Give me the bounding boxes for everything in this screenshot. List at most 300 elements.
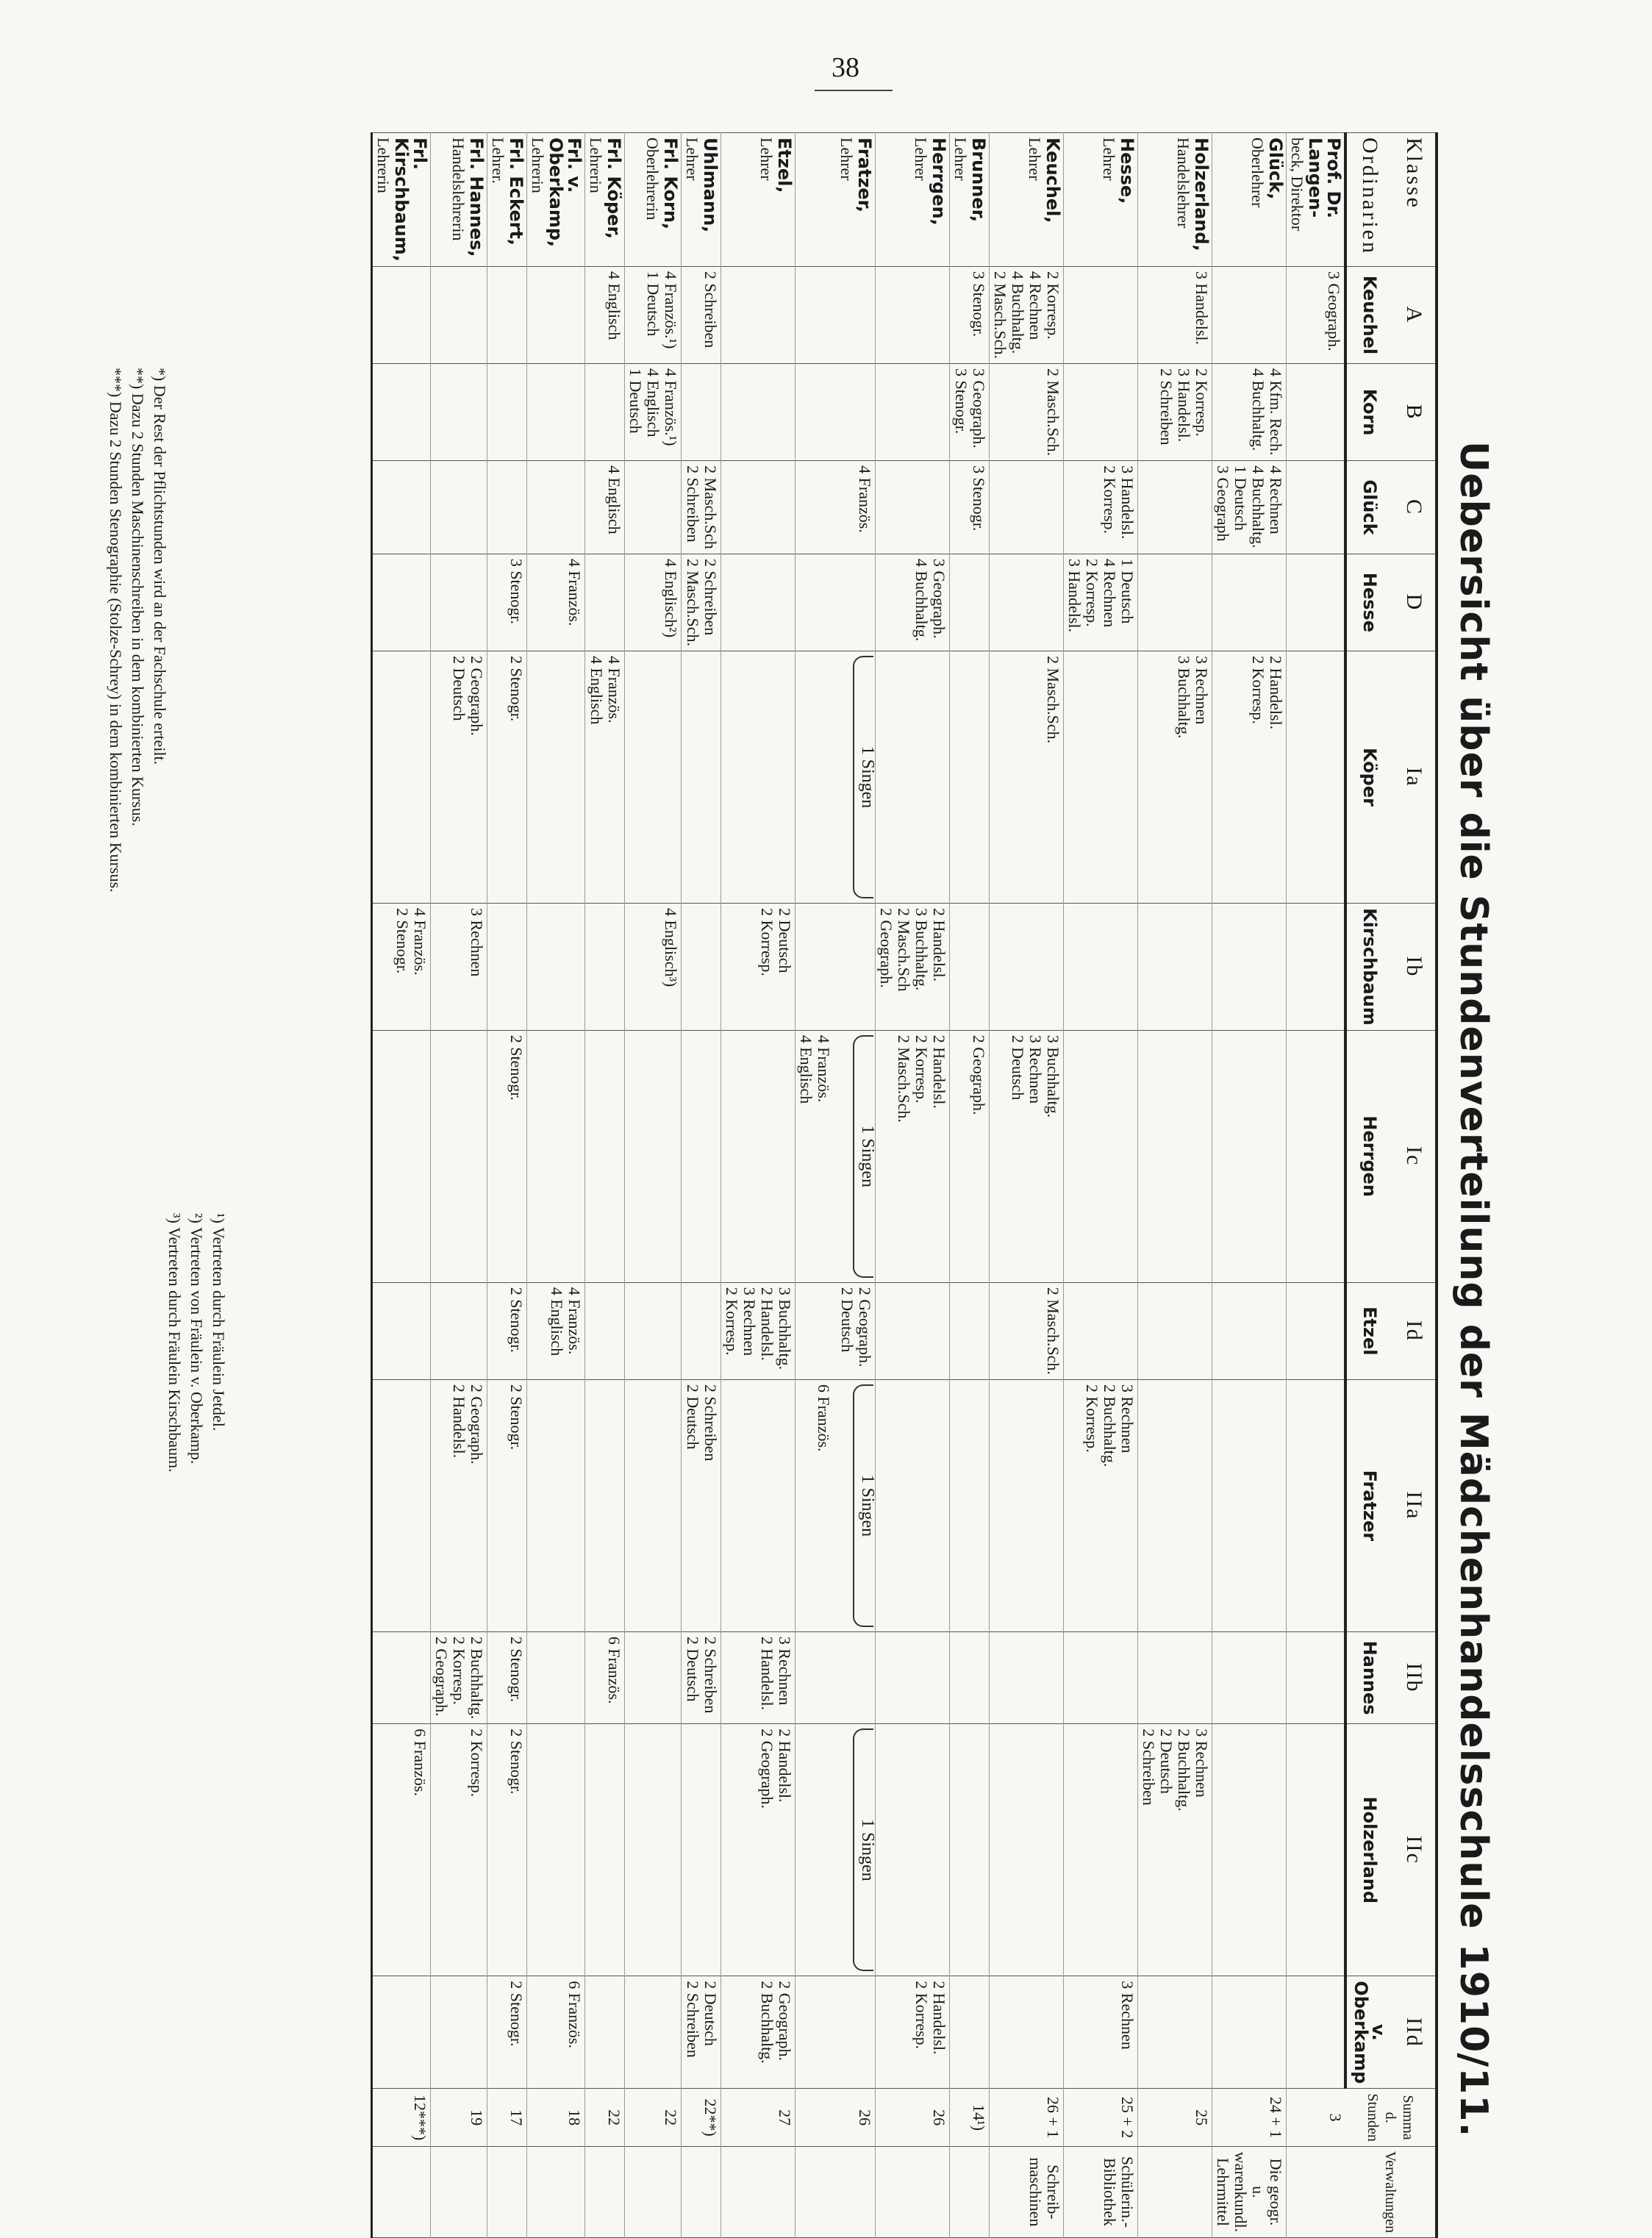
lesson-entry: 2 Deutsch bbox=[450, 655, 468, 721]
lesson-entry: 2 Geograph. bbox=[432, 1636, 451, 1717]
lesson-entry: 4 Rechnen bbox=[1101, 558, 1119, 628]
lesson-entry: 4 Englisch bbox=[605, 271, 623, 340]
lesson-cell bbox=[682, 1282, 721, 1379]
lesson-entry: 4 Französ. bbox=[565, 558, 584, 626]
lesson-cell bbox=[1064, 1724, 1138, 1976]
lesson-cell bbox=[721, 461, 795, 554]
class-header-iic: IIc bbox=[1392, 1724, 1437, 1976]
lesson-cell bbox=[795, 903, 876, 1030]
lesson-cell bbox=[585, 1030, 625, 1282]
klasse-label: Klasse bbox=[1392, 133, 1437, 267]
lesson-cell bbox=[1064, 1976, 1138, 2089]
verwaltung-value bbox=[527, 2146, 585, 2237]
lesson-entry: 3 Rechnen bbox=[1118, 1384, 1137, 1454]
lesson-cell bbox=[625, 1282, 682, 1379]
singen-brace bbox=[832, 1035, 877, 1278]
lesson-cell bbox=[1212, 1976, 1287, 2089]
footnote-right: ³) Vertreten durch Fräulein Kirschbaum. bbox=[165, 1213, 184, 1473]
lesson-cell bbox=[1064, 651, 1138, 903]
lesson-entry: 4 Englisch bbox=[605, 465, 623, 535]
lesson-cell bbox=[950, 1631, 990, 1723]
lesson-cell bbox=[682, 1631, 721, 1723]
lesson-cell bbox=[876, 1976, 950, 2089]
lesson-cell bbox=[1064, 903, 1138, 1030]
verwaltung-value: Die geogr. u. warenkundl. Lehrmittel bbox=[1212, 2146, 1287, 2237]
lesson-cell bbox=[625, 554, 682, 651]
singen-label: 1 Singen bbox=[858, 1125, 877, 1188]
lesson-entry: 2 Schreiben bbox=[701, 1384, 720, 1462]
lesson-cell bbox=[1287, 1976, 1346, 2089]
lesson-entry: 2 Stenogr. bbox=[507, 1034, 526, 1101]
lesson-cell bbox=[990, 1282, 1064, 1379]
lesson-entry: 4 Englisch³) bbox=[662, 907, 680, 987]
lesson-entry: 2 Handelsl. bbox=[758, 1636, 776, 1711]
lesson-cell bbox=[876, 651, 950, 903]
lesson-entry: 3 Buchhaltg. bbox=[912, 907, 931, 991]
lesson-entry: 4 Französ. bbox=[411, 907, 429, 976]
lesson-cell bbox=[876, 461, 950, 554]
verwaltung-value bbox=[372, 2146, 431, 2237]
lesson-cell bbox=[625, 1030, 682, 1282]
lesson-cell bbox=[876, 1030, 950, 1282]
lesson-cell bbox=[1287, 1282, 1346, 1379]
lesson-cell bbox=[527, 1379, 585, 1631]
lesson-cell bbox=[527, 554, 585, 651]
lesson-cell bbox=[950, 266, 990, 363]
lesson-entry: 4 Rechnen bbox=[1267, 465, 1285, 535]
lesson-cell bbox=[487, 1724, 527, 1976]
teacher-row bbox=[487, 133, 527, 2238]
lesson-entry: 2 Stenogr. bbox=[507, 1728, 526, 1795]
lesson-cell bbox=[527, 903, 585, 1030]
lesson-cell bbox=[950, 1379, 990, 1631]
lesson-cell bbox=[527, 461, 585, 554]
lesson-cell bbox=[1138, 364, 1212, 461]
class-teacher-0: Keuchel bbox=[1345, 266, 1392, 363]
lesson-cell bbox=[625, 461, 682, 554]
lesson-cell bbox=[990, 1976, 1064, 2089]
footnote-left: ***) Dazu 2 Stunden Stenographie (Stolze-Schrey) in dem kombinierten Kursus. bbox=[107, 368, 125, 893]
lesson-cell bbox=[721, 1379, 795, 1631]
lesson-entry: 2 Deutsch bbox=[838, 1287, 857, 1353]
lesson-cell bbox=[1287, 1030, 1346, 1282]
lesson-entry: 4 Französ. bbox=[815, 1034, 833, 1103]
lesson-entry: 4 Französ. bbox=[605, 655, 623, 723]
lesson-entry: 2 Masch.Sch. bbox=[1044, 1287, 1062, 1375]
summa-value: 22**) bbox=[682, 2089, 721, 2147]
lesson-cell bbox=[721, 1282, 795, 1379]
lesson-cell bbox=[1212, 554, 1287, 651]
teacher-name-bold: Frl. Köper, bbox=[604, 137, 624, 239]
lesson-entry: 2 Stenogr. bbox=[507, 1981, 526, 2047]
lesson-cell bbox=[876, 1379, 950, 1631]
summa-value: 26 bbox=[795, 2089, 876, 2147]
teacher-name-bold: Glück, bbox=[1265, 137, 1286, 200]
lesson-cell bbox=[1138, 1631, 1212, 1723]
lesson-entry: 3 Geograph. bbox=[1325, 271, 1343, 351]
summa-value: 22 bbox=[585, 2089, 625, 2147]
lesson-entry: 2 Deutsch bbox=[684, 1384, 702, 1450]
lesson-cell bbox=[1138, 903, 1212, 1030]
teacher-name bbox=[487, 133, 527, 267]
teacher-name-bold: Keuchel, bbox=[1043, 137, 1063, 224]
lesson-entry: 3 Rechnen bbox=[776, 1636, 794, 1706]
lesson-cell bbox=[876, 554, 950, 651]
teacher-row bbox=[1287, 133, 1346, 2238]
lesson-cell bbox=[1287, 266, 1346, 363]
lesson-entry: 2 Schreiben bbox=[701, 271, 720, 348]
schedule-table bbox=[371, 132, 1438, 2238]
teacher-name-bold: Frl. Eckert, bbox=[506, 137, 526, 246]
footnotes-left bbox=[104, 368, 171, 893]
lesson-entry: 3 Rechnen bbox=[1192, 1728, 1211, 1798]
teacher-role: Lehrer. bbox=[489, 137, 507, 184]
lesson-entry: 2 Handelsl. bbox=[1267, 655, 1285, 730]
class-header-d: D bbox=[1392, 554, 1437, 651]
class-header-ic: Ic bbox=[1392, 1030, 1437, 1282]
teacher-role: Lehrer bbox=[837, 137, 856, 181]
lesson-entry: 2 Korresp. bbox=[468, 1728, 486, 1798]
singen-label: 1 Singen bbox=[858, 1474, 877, 1537]
teacher-role: Lehrerin bbox=[529, 137, 547, 193]
lesson-cell bbox=[431, 364, 487, 461]
lesson-cell bbox=[487, 1030, 527, 1282]
lesson-cell bbox=[950, 1030, 990, 1282]
ordinarien-label: Ordinarien bbox=[1345, 133, 1392, 267]
footnote-right: ¹) Vertreten durch Fräulein Jetdel. bbox=[210, 1213, 228, 1431]
lesson-cell bbox=[1287, 651, 1346, 903]
lesson-cell bbox=[625, 364, 682, 461]
lesson-cell bbox=[795, 1724, 876, 1976]
lesson-cell bbox=[431, 461, 487, 554]
lesson-entry: 2 Handelsl. bbox=[450, 1384, 468, 1459]
teacher-name-bold: Hesse, bbox=[1117, 137, 1137, 204]
lesson-cell bbox=[527, 1976, 585, 2089]
teacher-name bbox=[1064, 133, 1138, 267]
teacher-role: Lehrer bbox=[951, 137, 970, 181]
lesson-entry: 4 Buchhaltg. bbox=[1249, 465, 1267, 548]
class-teacher-8: Fratzer bbox=[1345, 1379, 1392, 1631]
teacher-role: Handelslehrer bbox=[1174, 137, 1192, 229]
lesson-cell bbox=[372, 554, 431, 651]
class-teacher-3: Hesse bbox=[1345, 554, 1392, 651]
class-header-id: Id bbox=[1392, 1282, 1437, 1379]
lesson-entry: 4 Französ. bbox=[856, 465, 874, 533]
class-teacher-11: v. Oberkamp bbox=[1345, 1976, 1392, 2089]
page-number: 38 bbox=[832, 52, 859, 83]
singen-brace bbox=[832, 656, 877, 898]
class-teacher-7: Etzel bbox=[1345, 1282, 1392, 1379]
lesson-entry: 3 Handelsl. bbox=[1065, 558, 1084, 633]
teacher-row bbox=[876, 133, 950, 2238]
teacher-name bbox=[585, 133, 625, 267]
lesson-cell bbox=[372, 364, 431, 461]
lesson-entry: 3 Rechnen bbox=[1118, 1981, 1137, 2050]
teacher-name-bold: Uhlmann, bbox=[700, 137, 720, 233]
lesson-cell bbox=[487, 1282, 527, 1379]
teacher-row bbox=[431, 133, 487, 2238]
lesson-cell bbox=[1064, 554, 1138, 651]
lesson-entry: 2 Korresp. bbox=[912, 1034, 931, 1104]
teacher-row bbox=[721, 133, 795, 2238]
lesson-entry: 2 Korresp. bbox=[1249, 655, 1267, 724]
lesson-cell bbox=[721, 1631, 795, 1723]
class-header-ia: Ia bbox=[1392, 651, 1437, 903]
lesson-entry: 2 Geograph. bbox=[468, 655, 486, 736]
lesson-cell bbox=[431, 651, 487, 903]
lesson-cell bbox=[950, 651, 990, 903]
lesson-entry: 2 Stenogr. bbox=[507, 1384, 526, 1451]
lesson-cell bbox=[487, 554, 527, 651]
lesson-cell bbox=[1212, 1282, 1287, 1379]
summa-value: 26 + 1 bbox=[990, 2089, 1064, 2147]
lesson-entry: 2 Handelsl. bbox=[930, 907, 948, 982]
lesson-entry: 2 Handelsl. bbox=[930, 1981, 948, 2055]
lesson-cell bbox=[625, 651, 682, 903]
lesson-entry: 4 Englisch bbox=[548, 1287, 566, 1356]
lesson-entry: 2 Geograph. bbox=[758, 1728, 776, 1809]
lesson-cell bbox=[585, 461, 625, 554]
lesson-cell bbox=[1138, 1724, 1212, 1976]
teacher-role: Lehrerin bbox=[374, 137, 393, 193]
lesson-cell bbox=[795, 461, 876, 554]
lesson-cell bbox=[1138, 266, 1212, 363]
lesson-entry: 2 Stenogr. bbox=[507, 655, 526, 722]
lesson-cell bbox=[431, 554, 487, 651]
lesson-cell bbox=[585, 554, 625, 651]
lesson-cell bbox=[682, 554, 721, 651]
lesson-cell bbox=[527, 1724, 585, 1976]
lesson-entry: 2 Masch.Sch. bbox=[895, 1034, 913, 1123]
lesson-entry: 2 Masch.Sch. bbox=[1044, 655, 1062, 744]
lesson-entry: 2 Handelsl. bbox=[758, 1287, 776, 1361]
lesson-cell bbox=[950, 903, 990, 1030]
lesson-cell bbox=[1064, 461, 1138, 554]
lesson-cell bbox=[990, 651, 1064, 903]
lesson-entry: 3 Stenogr. bbox=[952, 368, 970, 435]
lesson-cell bbox=[372, 1030, 431, 1282]
teacher-name bbox=[950, 133, 990, 267]
teacher-name bbox=[876, 133, 950, 267]
class-teacher-5: Kirschbaum bbox=[1345, 903, 1392, 1030]
teacher-role: Lehrer bbox=[683, 137, 701, 181]
lesson-cell bbox=[950, 461, 990, 554]
lesson-cell bbox=[585, 364, 625, 461]
lesson-cell bbox=[1064, 1030, 1138, 1282]
lesson-entry: 2 Stenogr. bbox=[393, 907, 412, 974]
verwaltung-value bbox=[625, 2146, 682, 2237]
lesson-entry: 2 Korresp. bbox=[450, 1636, 468, 1705]
lesson-cell bbox=[487, 364, 527, 461]
lesson-cell bbox=[625, 903, 682, 1030]
summa-value: 18 bbox=[527, 2089, 585, 2147]
lesson-entry: 3 Geograph. bbox=[930, 558, 948, 639]
verwaltung-value: Schülerin.-Bibliothek bbox=[1064, 2146, 1138, 2237]
lesson-cell bbox=[795, 1030, 876, 1282]
class-header-a: A bbox=[1392, 266, 1437, 363]
lesson-entry: 2 Schreiben bbox=[1157, 368, 1176, 446]
header-row-teachers bbox=[1345, 133, 1392, 2238]
lesson-cell bbox=[372, 1379, 431, 1631]
teacher-row bbox=[950, 133, 990, 2238]
lesson-cell bbox=[1287, 1379, 1346, 1631]
singen-brace bbox=[832, 1384, 877, 1627]
singen-brace bbox=[832, 1728, 877, 1971]
lesson-cell bbox=[527, 1282, 585, 1379]
summa-value: 17 bbox=[487, 2089, 527, 2147]
lesson-entry: 3 Geograph bbox=[1214, 465, 1232, 542]
lesson-entry: 2 Korresp. bbox=[1083, 1384, 1101, 1453]
teacher-role: Oberlehrer bbox=[1248, 137, 1267, 208]
lesson-entry: 6 Französ. bbox=[411, 1728, 429, 1796]
teacher-name bbox=[625, 133, 682, 267]
teacher-name-bold: Fratzer, bbox=[854, 137, 875, 213]
lesson-cell bbox=[1212, 1379, 1287, 1631]
lesson-cell bbox=[721, 1724, 795, 1976]
lesson-entry: 4 Französ.¹) bbox=[662, 368, 680, 446]
lesson-cell bbox=[990, 554, 1064, 651]
lesson-entry: 2 Stenogr. bbox=[507, 1287, 526, 1353]
class-teacher-2: Glück bbox=[1345, 461, 1392, 554]
lesson-cell bbox=[487, 651, 527, 903]
teacher-name-bold: Frl. v. Oberkamp, bbox=[546, 137, 584, 248]
teacher-name bbox=[431, 133, 487, 267]
lesson-entry: 4 Buchhaltg. bbox=[1009, 271, 1027, 354]
lesson-cell bbox=[795, 266, 876, 363]
lesson-cell bbox=[527, 266, 585, 363]
lesson-cell bbox=[1287, 1631, 1346, 1723]
lesson-cell bbox=[950, 1724, 990, 1976]
lesson-cell bbox=[1138, 461, 1212, 554]
lesson-cell bbox=[1287, 1724, 1346, 1976]
summa-value: 14¹) bbox=[950, 2089, 990, 2147]
lesson-cell bbox=[1287, 554, 1346, 651]
lesson-cell bbox=[1138, 554, 1212, 651]
lesson-cell bbox=[990, 1379, 1064, 1631]
teacher-row bbox=[1064, 133, 1138, 2238]
class-teacher-10: Holzerland bbox=[1345, 1724, 1392, 1976]
lesson-entry: 2 Schreiben bbox=[701, 1636, 720, 1714]
lesson-cell bbox=[372, 461, 431, 554]
lesson-cell bbox=[682, 651, 721, 903]
lesson-cell bbox=[585, 1976, 625, 2089]
lesson-cell bbox=[1212, 461, 1287, 554]
teacher-name bbox=[1212, 133, 1287, 267]
lesson-cell bbox=[1212, 1631, 1287, 1723]
lesson-cell bbox=[372, 1724, 431, 1976]
lesson-cell bbox=[585, 1631, 625, 1723]
lesson-cell bbox=[990, 364, 1064, 461]
summa-value: 19 bbox=[431, 2089, 487, 2147]
teacher-row bbox=[527, 133, 585, 2238]
lesson-cell bbox=[487, 266, 527, 363]
lesson-entry: 3 Handelsl. bbox=[1175, 368, 1193, 443]
lesson-entry: 2 Korresp. bbox=[758, 907, 776, 976]
lesson-entry: 2 Korresp. bbox=[1101, 465, 1119, 535]
teacher-role: Handelslehrerin bbox=[449, 137, 468, 241]
lesson-cell bbox=[1064, 1379, 1138, 1631]
lesson-cell bbox=[527, 651, 585, 903]
lesson-cell bbox=[1212, 651, 1287, 903]
lesson-cell bbox=[1212, 1030, 1287, 1282]
lesson-entry: 4 Französ. bbox=[565, 1287, 584, 1355]
teacher-name-bold: Holzerland, bbox=[1191, 137, 1212, 251]
verwaltung-value bbox=[876, 2146, 950, 2237]
lesson-cell bbox=[1138, 1976, 1212, 2089]
lesson-cell bbox=[721, 651, 795, 903]
teacher-role: beck, Direktor bbox=[1288, 137, 1306, 232]
lesson-entry: 2 Masch.Sch. bbox=[991, 271, 1009, 359]
lesson-cell bbox=[795, 554, 876, 651]
lesson-cell bbox=[1212, 266, 1287, 363]
lesson-cell bbox=[431, 1379, 487, 1631]
lesson-cell bbox=[795, 651, 876, 903]
teacher-name bbox=[1138, 133, 1212, 267]
lesson-entry: 2 Korresp. bbox=[912, 1981, 931, 2050]
lesson-entry: 3 Rechnen bbox=[468, 907, 486, 977]
singen-label: 1 Singen bbox=[858, 1818, 877, 1881]
teacher-name-bold: Brunner, bbox=[968, 137, 989, 223]
lesson-entry: 2 Handelsl. bbox=[930, 1034, 948, 1109]
teacher-name-bold: Prof. Dr. Langen- bbox=[1305, 137, 1344, 218]
lesson-entry: 2 Deutsch bbox=[684, 1636, 702, 1702]
lesson-cell bbox=[431, 1631, 487, 1723]
verwaltung-value bbox=[585, 2146, 625, 2237]
class-header-c: C bbox=[1392, 461, 1437, 554]
lesson-cell bbox=[625, 1631, 682, 1723]
lesson-cell bbox=[487, 1379, 527, 1631]
lesson-cell bbox=[527, 1030, 585, 1282]
lesson-entry: 3 Stenogr. bbox=[507, 558, 526, 625]
lesson-cell bbox=[950, 554, 990, 651]
teacher-name-bold: Frl. Korn, bbox=[660, 137, 681, 230]
lesson-entry: 3 Rechnen bbox=[1026, 1034, 1045, 1104]
lesson-cell bbox=[625, 1976, 682, 2089]
table-title: Uebersicht über die Stundenverteilung der Mädchenhandelsschule 1910/11. bbox=[1451, 441, 1495, 2138]
lesson-cell bbox=[1287, 364, 1346, 461]
lesson-cell bbox=[487, 903, 527, 1030]
class-header-iia: IIa bbox=[1392, 1379, 1437, 1631]
lesson-cell bbox=[876, 266, 950, 363]
lesson-cell bbox=[487, 1976, 527, 2089]
lesson-entry: 2 Geograph. bbox=[776, 1981, 794, 2062]
teacher-row bbox=[1212, 133, 1287, 2238]
lesson-cell bbox=[585, 1724, 625, 1976]
lesson-entry: 2 Masch.Sch bbox=[895, 907, 913, 992]
class-teacher-4: Köper bbox=[1345, 651, 1392, 903]
summa-value: 24 + 1 bbox=[1212, 2089, 1287, 2147]
lesson-cell bbox=[527, 1631, 585, 1723]
verwaltungen-header: Verwaltungen bbox=[1345, 2146, 1437, 2237]
lesson-cell bbox=[1064, 364, 1138, 461]
lesson-cell bbox=[876, 1724, 950, 1976]
lesson-cell bbox=[1138, 1030, 1212, 1282]
teacher-role: Lehrerin bbox=[587, 137, 605, 193]
lesson-cell bbox=[1138, 651, 1212, 903]
teacher-name-bold: Etzel, bbox=[774, 137, 795, 193]
teacher-row bbox=[1138, 133, 1212, 2238]
lesson-cell bbox=[585, 651, 625, 903]
lesson-entry: 3 Buchhaltg. bbox=[776, 1287, 794, 1370]
lesson-cell bbox=[795, 364, 876, 461]
lesson-cell bbox=[876, 1631, 950, 1723]
teacher-name-bold: Herrgen, bbox=[929, 137, 949, 226]
lesson-cell bbox=[431, 903, 487, 1030]
lesson-cell bbox=[682, 364, 721, 461]
lesson-entry: 2 Buchhaltg. bbox=[1175, 1728, 1193, 1812]
lesson-entry: 2 Deutsch bbox=[1157, 1728, 1176, 1794]
lesson-entry: 4 Englisch bbox=[644, 368, 662, 437]
